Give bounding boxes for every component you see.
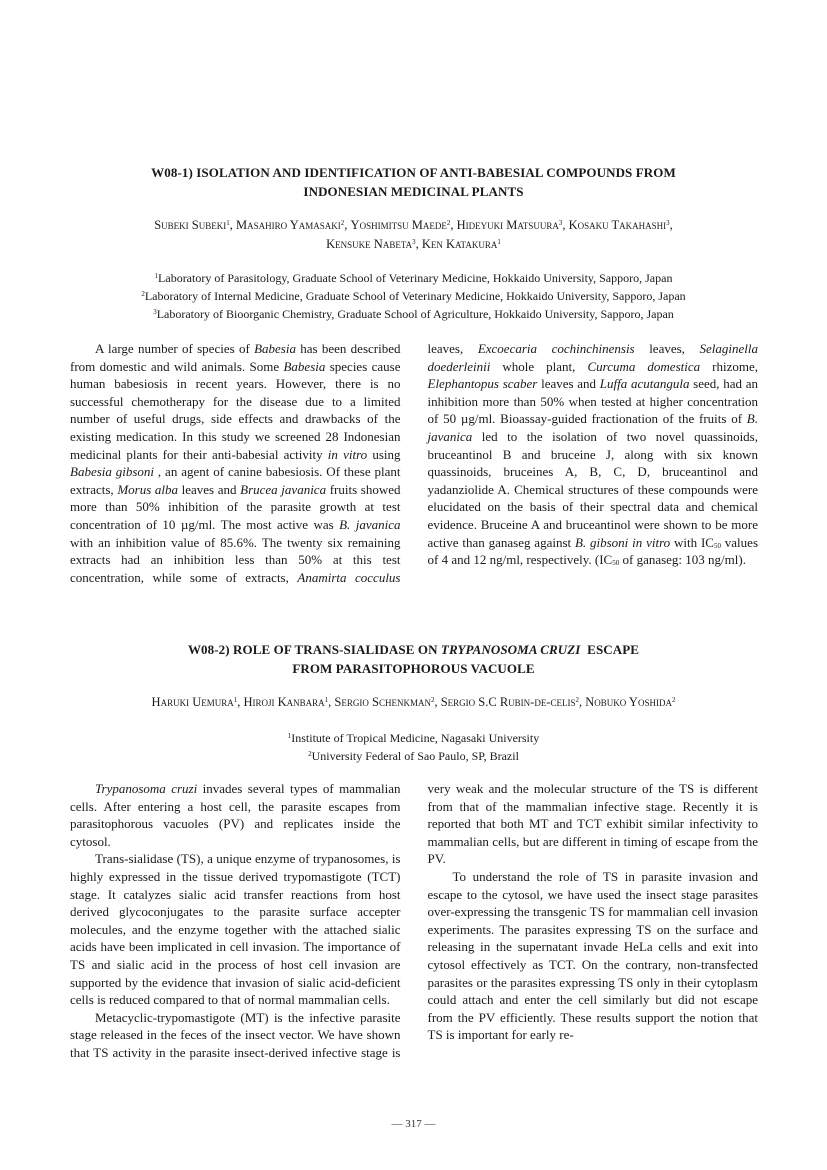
affiliation — [60, 729, 767, 747]
affiliation — [60, 269, 767, 287]
taxon-luffa: Luffa acutangula — [599, 376, 690, 392]
abstract-1-title-line-2: INDONESIAN MEDICINAL PLANTS — [303, 184, 524, 199]
author-name: Ken Katakura — [421, 237, 498, 251]
author-name: Subeki Subeki — [154, 218, 227, 232]
affil-text: Laboratory of Bioorganic Chemistry, Graduate School of Agriculture, Hokkaido University, Sapporo, Japan — [156, 307, 674, 321]
abstract-1-title — [60, 163, 767, 201]
abstract-2-paragraph-2: Trans-sialidase (TS), a unique enzyme of trypanosomes, is highly expressed in the tissue derived trypomastigote (TCT) stage. It catalyzes sialic acid transfer reactions from host derived glycoconjugates to the parasite surface accepter molecules, and the enzyme together with the attached sialic acids have been implicated in cell invasion. The importance of TS and sialic acid in the process of host cell invasion are supported by the evidence that invasion of sialic acid-deficient cells is reduced compared to that of normal mammalian cells. — [70, 851, 401, 1008]
term-in-vitro: in vitro — [327, 446, 368, 462]
author-affil-mark: 3 — [666, 219, 670, 227]
author-name: Nobuko Yoshida — [585, 695, 672, 709]
taxon-b-gibsoni: B. gibsoni in vitro — [574, 534, 671, 550]
abstract-2-paragraph-1: Trypanosoma cruzi invades several types of mammalian cells. After entering a host cell, the parasite escapes from parasitophorous vacuoles (PV) and replicates inside the cytosol. — [70, 781, 401, 849]
abstract-1-body — [70, 340, 758, 592]
author-name: Hiroji Kanbara — [243, 695, 325, 709]
taxon-babesia-gibsoni: Babesia gibsoni — [70, 464, 155, 480]
affiliation — [60, 747, 767, 765]
author-affil-mark: 1 — [233, 696, 238, 704]
abstract-2-authors: Haruki Uemura$^1$, Hiroji Kanbara$^1$, Sergio Schenkman$^2$, Sergio S.C Rubin-de-celis$^2$, Nobuko Yoshida$^2$ — [151, 695, 676, 709]
author-affil-mark: 3 — [412, 238, 416, 246]
taxon-morus-alba: Morus alba — [117, 481, 178, 497]
author-name: Yoshimitsu Maede — [350, 218, 447, 232]
author-affil-mark: 3 — [558, 219, 563, 227]
affil-mark: 2 — [308, 750, 312, 758]
taxon-b-javanica: B. javanica — [427, 411, 758, 444]
affil-text: Institute of Tropical Medicine, Nagasaki University — [291, 731, 540, 745]
taxon-babesia: Babesia — [283, 358, 326, 374]
author-name: Sergio S.C Rubin-de-celis — [440, 695, 576, 709]
abstract-1-authors-line-2: Kensuke Nabeta$^3$, Ken Katakura$^1$ — [326, 237, 501, 251]
author-affil-mark: 2 — [340, 219, 345, 227]
affil-mark: 1 — [154, 272, 159, 280]
abstract-2-affiliations — [60, 729, 767, 765]
taxon-babesia: Babesia — [254, 341, 296, 356]
affiliation — [60, 305, 767, 323]
author-affil-mark: 1 — [226, 219, 230, 227]
author-affil-mark: 1 — [497, 238, 501, 246]
abstract-2-paragraph-3: Metacyclic-trypomastigote (MT) is the infective parasite stage released in the feces of the insect vector. We have shown that TS activity in the parasite insect-derived infective stage is very weak and the molecular structure of the TS is different from that of the mammalian infective stage. Recently it is reported that both MT and TCT exhibit similar infectivity to mammalian cells, but are different in timing of escape from the PV. — [70, 781, 758, 1060]
affil-mark: 3 — [153, 308, 157, 316]
author-affil-mark: 2 — [671, 696, 676, 704]
taxon-b-javanica: B. javanica — [339, 516, 401, 532]
affil-text: Laboratory of Internal Medicine, Graduate School of Veterinary Medicine, Hokkaido University, Sapporo, Japan — [144, 289, 686, 303]
author-affil-mark: 1 — [324, 696, 329, 704]
taxon-elephantopus: Elephantopus scaber — [427, 376, 538, 392]
author-name: Hideyuki Matsuura — [456, 218, 559, 232]
author-affil-mark: 2 — [446, 219, 451, 227]
taxon-excoecaria: Excoecaria cochinchinensis — [477, 341, 635, 356]
taxon-anamirta: Anamirta cocculus — [297, 569, 401, 585]
affil-text: Laboratory of Parasitology, Graduate School of Veterinary Medicine, Hokkaido University, Sapporo, Japan — [158, 271, 673, 285]
abstract-1-title-line-1: W08-1) ISOLATION AND IDENTIFICATION OF ANTI-BABESIAL COMPOUNDS FROM — [151, 165, 676, 180]
taxon-trypanosoma-cruzi: Trypanosoma cruzi — [95, 781, 198, 796]
affiliation — [60, 287, 767, 305]
abstract-1-paragraph: A large number of species of Babesia has been described from domestic and wild animals. Some Babesia species cause human babesiosis in recent years. However, there is no successful chemotherapy for the disease due to a limited number of useful drugs, side effects and drawbacks of the existing medication. In this study we screened 28 Indonesian medicinal plants for their anti-babesial activity in vitro using Babesia gibsoni , an agent of canine babesiosis. Of these plant extracts, Morus alba leaves and Brucea javanica fruits showed more than 50% inhibition of the parasite growth at test concentration of 10 µg/ml. The most active was B. javanica with an inhibition value of 85.6%. The twenty six remaining extracts had an inhibition less than 50% at this test concentration, while some of extracts, Anamirta cocculus leaves, Excoecaria cochinchinensis leaves, Selaginella doederleinii whole plant, Curcuma domestica rhizome, Elephantopus scaber leaves and Luffa acutangula seed, had an inhibition more than 50% when tested at higher concentration of 50 µg/ml. Bioassay-guided fractionation of the fruits of B. javanica led to the isolation of two novel quassinoids, bruceantinol B and bruceine J, along with six known quassinoids, bruceines A, B, C, D, bruceantinol and yadanziolide A. Chemical structures of these compounds were elucidated on the basis of their spectral data and chemical evidence. Bruceine A and bruceantinol were shown to be more active than ganaseg against B. gibsoni in vitro with $IC_{50}$ values of 4 and 12 ng/ml, respectively. ($IC_{50}$ of ganaseg: 103 ng/ml). — [70, 341, 759, 585]
author-name: Kosaku Takahashi — [568, 218, 667, 232]
affil-text: University Federal of Sao Paulo, SP, Brazil — [311, 749, 519, 763]
taxon-brucea-javanica: Brucea javanica — [240, 481, 327, 497]
author-name: Kensuke Nabeta — [326, 237, 413, 251]
affil-mark: 2 — [141, 290, 145, 298]
abstract-2-body — [70, 780, 758, 1072]
abstract-2-title-line-2: FROM PARASITOPHOROUS VACUOLE — [292, 661, 535, 676]
title-taxon: TRYPANOSOMA CRUZI — [440, 642, 581, 657]
abstract-2-title — [60, 640, 767, 678]
taxon-selaginella: Selaginella doederleinii — [427, 341, 759, 374]
page-number: — 317 — — [391, 1118, 436, 1130]
author-name: Masahiro Yamasaki — [235, 218, 341, 232]
abstract-2-paragraph-4: To understand the role of TS in parasite invasion and escape to the cytosol, we have used the insect stage parasites over-expressing the transgenic TS for mammalian cell invasion experiments. The parasites expressing TS on the surface and releasing in the supernatant invade HeLa cells and exit into cytosol effectively as TCT. On the contrary, non-transfected parasites or the parasites expressing TS only in their cytoplasm could attach and enter the cell similarly but did not escape from the PV efficiently. These results support the notion that TS is important for early re- — [427, 868, 758, 1043]
author-name: Haruki Uemura — [151, 695, 234, 709]
author-affil-mark: 2 — [575, 696, 579, 704]
affil-mark: 1 — [287, 732, 292, 740]
abstract-1-authors-line-1: Subeki Subeki$^1$, Masahiro Yamasaki$^2$, Yoshimitsu Maede$^2$, Hideyuki Matsuura$^3$, Kosaku Takahashi$^3$, — [154, 218, 673, 232]
author-affil-mark: 2 — [430, 696, 435, 704]
taxon-curcuma: Curcuma domestica — [587, 358, 701, 374]
author-name: Sergio Schenkman — [334, 695, 431, 709]
abstract-1-affiliations — [60, 269, 767, 323]
abstract-1-authors — [60, 216, 767, 254]
abstract-2-title-line-1: W08-2) ROLE OF TRANS-SIALIDASE ON TRYPANOSOMA CRUZI ESCAPE — [187, 642, 640, 657]
